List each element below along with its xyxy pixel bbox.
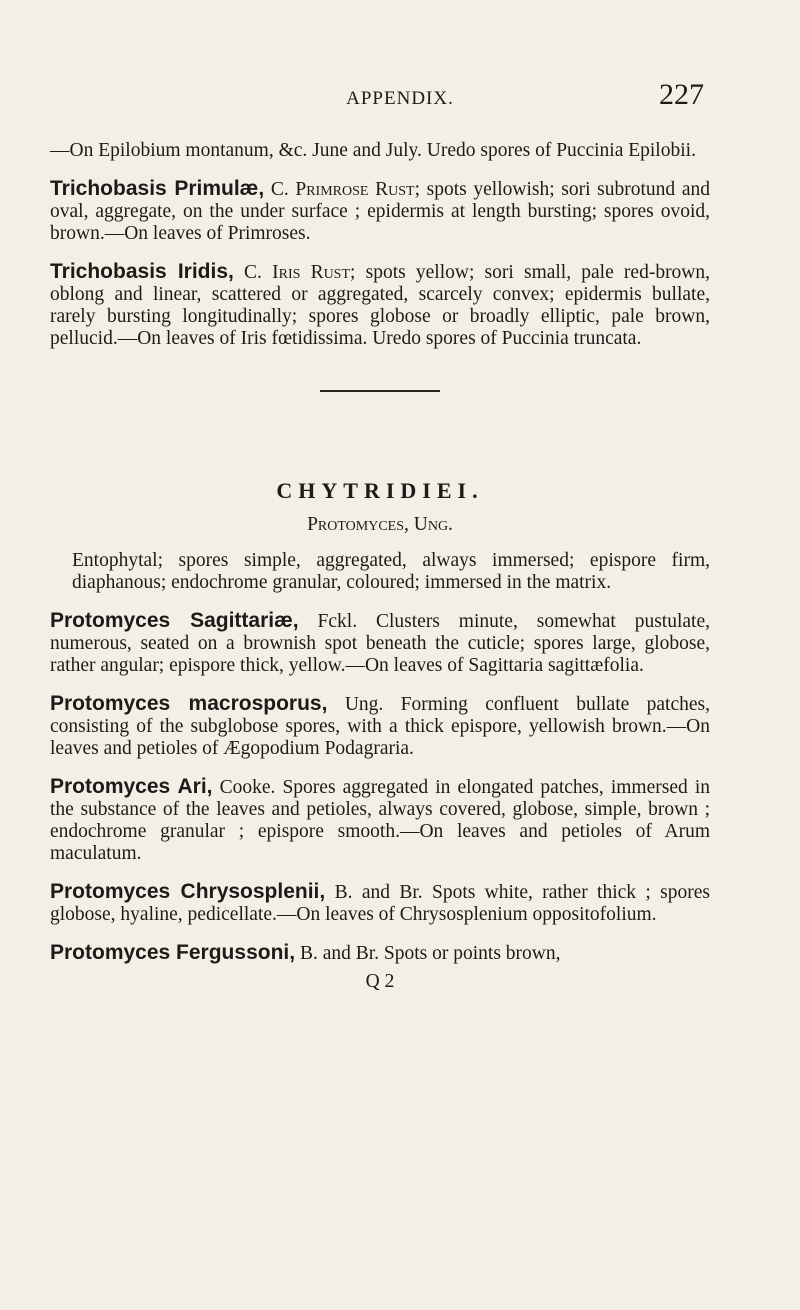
species-entry [50,776,710,865]
species-heading: Protomyces Ari, [50,775,213,798]
section-divider [320,390,440,392]
paragraph-body: ; spots yellowish; sori subrotund and oval, aggregate, on the under surface ; epidermis at length bursting; spores ovoid, brown.—On leaves of Primroses. [50,179,710,244]
common-name: Primrose Rust [295,179,415,200]
heading-authority: C. [233,262,273,283]
species-heading: Trichobasis Iridis, [50,260,234,283]
page-content [50,140,710,993]
species-body: Cooke. Spores aggregated in elongated patches, immersed in the substance of the leaves and petioles, always covered, globose, simple, brown ; endochrome granular ; epispore smooth.—On leaves and petioles of Arum maculatum. [50,777,711,864]
species-body: Fckl. Clusters minute, somewhat pustulate, numerous, seated on a brownish spot beneath the cuticle; spores large, globose, rather angular; epispore thick, yellow.—On leaves of Sagittaria sagittæfolia. [50,611,710,676]
heading-authority: C. [264,179,296,200]
paragraph-trichobasis-iridis [50,261,710,350]
section-subtitle: Protomyces, Ung. [307,514,453,535]
species-heading: Protomyces Fergussoni, [50,941,296,964]
page-header [0,78,800,118]
section-description: Entophytal; spores simple, aggregated, always immersed; epispore firm, diaphanous; endochrome granular, coloured; immersed in the matrix. [72,550,710,593]
species-entry [50,693,710,760]
page-number: 227 [659,78,704,111]
species-heading: Protomyces Sagittariæ, [50,609,299,632]
paragraph-body: ; spots yellow; sori small, pale red-brown, oblong and linear, scattered or aggregated, scarcely convex; epidermis bullate, rarely bursting longitudinally; spores globose or broadly elliptic, pale brown, pellucid.—On leaves of Iris fœtidissima. Uredo spores of Puccinia truncata. [50,262,711,349]
species-entry [50,881,710,926]
species-heading: Trichobasis Primulæ, [50,177,265,200]
paragraph-epilobium [50,140,710,162]
running-head: APPENDIX. [346,88,454,109]
species-entry [50,610,710,677]
common-name: Iris Rust [272,262,351,283]
species-body: Ung. Forming confluent bullate patches, consisting of the subglobose spores, with a thick epispore, yellowish brown.—On leaves and petioles of Ægopodium Podagraria. [50,694,710,759]
section-title: CHYTRIDIEI. [276,478,484,503]
species-heading: Protomyces macrosporus, [50,692,328,715]
paragraph-trichobasis-primulae [50,178,710,245]
species-heading: Protomyces Chrysosplenii, [50,880,326,903]
paragraph-body: —On Epilobium montanum, &c. June and July. Uredo spores of Puccinia Epilobii. [50,140,696,161]
species-entry [50,942,710,965]
signature-mark: Q 2 [365,971,395,992]
species-body: B. and Br. Spots white, rather thick ; spores globose, hyaline, pedicellate.—On leaves of Chrysosplenium oppositofolium. [50,882,710,925]
species-body: B. and Br. Spots or points brown, [295,943,561,964]
